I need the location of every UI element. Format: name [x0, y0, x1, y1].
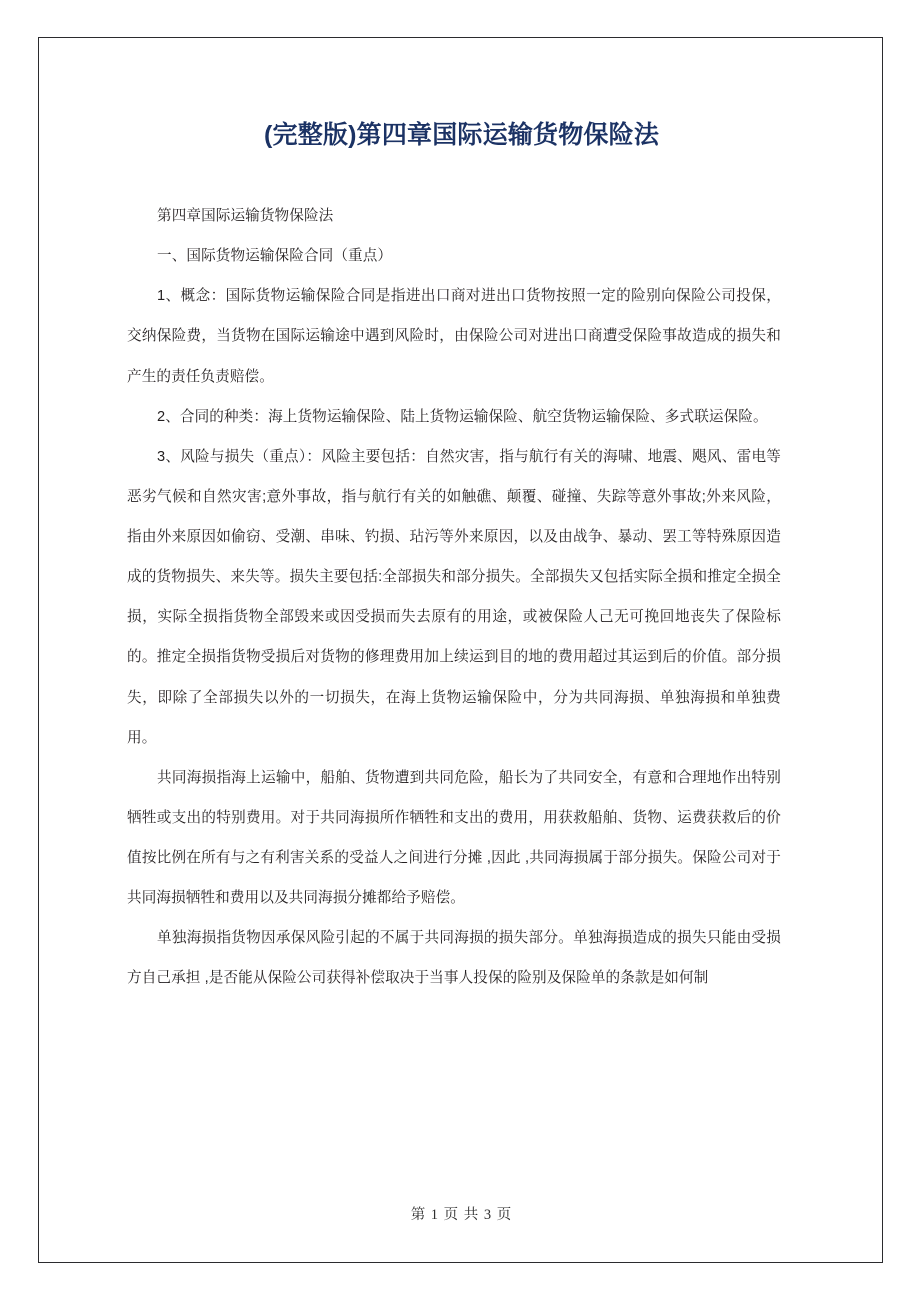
paragraph-item-3-risk-loss: 3、风险与损失（重点）：风险主要包括：自然灾害，指与航行有关的海啸、地震、飓风、雷电等恶劣气候和自然灾害;意外事故，指与航行有关的如触礁、颠覆、碰撞、失踪等意外事故;外来风险，指由外来原因如偷窃、受潮、串味、钓损、玷污等外来原因，以及由战争、暴动、罢工等特殊原因造成的货物损失、来失等。损失主要包括:全部损失和部分损失。全部损失又包括实际全损和推定全损全损，实际全损指货物全部毁来或因受损而失去原有的用途，或被保险人己无可挽回地丧失了保险标的。推定全损指货物受损后对货物的修理费用加上续运到目的地的费用超过其运到后的价值。部分损失，即除了全部损失以外的一切损失，在海上货物运输保险中，分为共同海损、单独海损和单独费用。 — [127, 448, 781, 746]
document-body — [39, 38, 884, 1264]
page-title: (完整版)第四章国际运输货物保险法 — [263, 121, 660, 149]
paragraph-item-1-concept: 1、概念：国际货物运输保险合同是指进出口商对进出口货物按照一定的险别向保险公司投保，交纳保险费，当货物在国际运输途中遇到风险时，由保险公司对进出口商遭受保险事故造成的损失和产生的责任负责赔偿。 — [127, 288, 781, 385]
paragraph-general-average: 共同海损指海上运输中，船舶、货物遭到共同危险，船长为了共同安全，有意和合理地作出特别牺牲或支出的特别费用。对于共同海损所作牺牲和支出的费用，用获救船舶、货物、运费获救后的价值按比例在所有与之有利害关系的受益人之间进行分摊 ,因此 ,共同海损属于部分损失。保险公司对于共同海损牺牲和费用以及共同海损分摊都给予赔偿。 — [127, 769, 781, 907]
paragraph-heading-chapter: 第四章国际运输货物保险法 — [157, 208, 334, 224]
paragraph-item-2-types: 2、合同的种类：海上货物运输保险、陆上货物运输保险、航空货物运输保险、多式联运保险。 — [157, 408, 768, 425]
page-frame — [38, 37, 883, 1263]
document-content — [127, 196, 781, 999]
paragraph-section-one: 一、国际货物运输保险合同（重点） — [157, 248, 393, 265]
paragraph-particular-average: 单独海损指货物因承保风险引起的不属于共同海损的损失部分。单独海损造成的损失只能由受损方自己承担 ,是否能从保险公司获得补偿取决于当事人投保的险别及保险单的条款是如何制 — [127, 930, 781, 987]
page-footer: 第 1 页 共 3 页 — [410, 1207, 513, 1223]
